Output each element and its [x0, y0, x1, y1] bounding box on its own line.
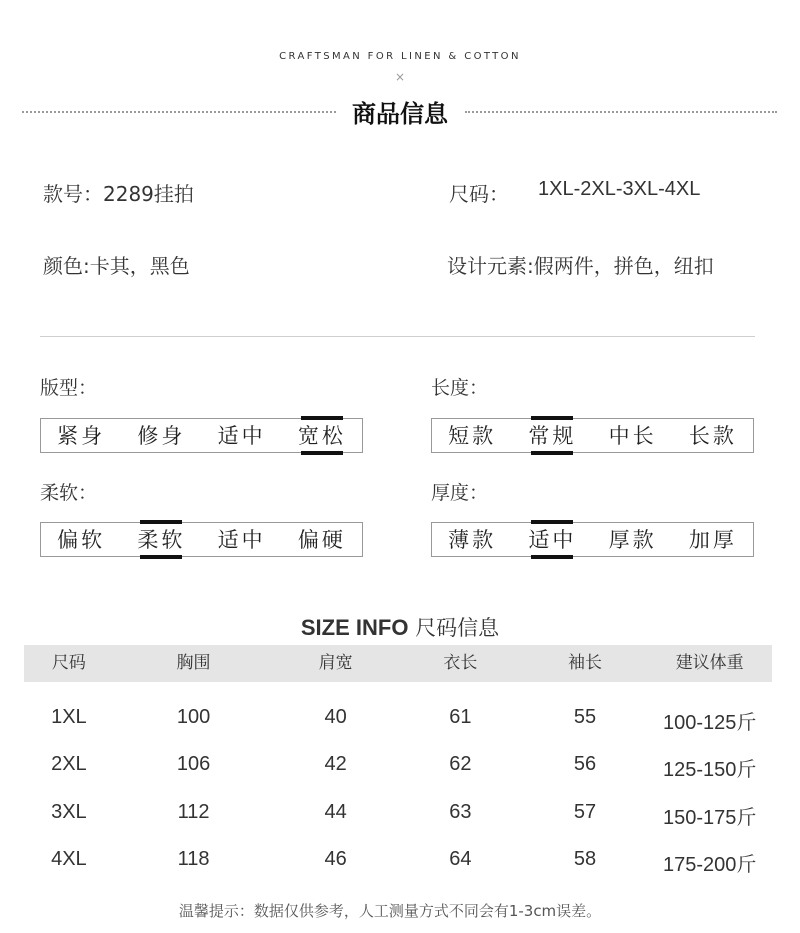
table-cell: 100-125斤: [662, 712, 757, 734]
table-cell: 46: [324, 848, 347, 870]
thickness-label: 厚度：: [431, 482, 489, 504]
table-cell: 150-175斤: [662, 807, 757, 829]
fit-label: 版型：: [40, 377, 98, 399]
fit-option: 适中: [217, 424, 266, 448]
table-cell: 118: [177, 848, 210, 870]
softness-option: 柔软: [121, 523, 201, 556]
length-option: 长款: [688, 424, 737, 448]
header-cell: 袖长: [568, 653, 603, 673]
thickness-option: 薄款: [448, 528, 497, 552]
table-cell: 112: [177, 801, 210, 823]
length-options: [431, 418, 754, 453]
fit-option: 紧身: [57, 424, 106, 448]
table-cell: 125-150斤: [662, 759, 757, 781]
table-cell: 61: [449, 706, 472, 728]
table-cell: 106: [176, 753, 211, 775]
size-info-title: [0, 612, 800, 642]
decorative-cross: ×: [394, 70, 406, 84]
softness-option: 适中: [217, 528, 266, 552]
table-cell: 44: [324, 801, 347, 823]
thickness-option: 适中: [512, 523, 592, 556]
table-row: [24, 801, 772, 830]
table-cell: 56: [573, 753, 597, 775]
table-cell: 57: [573, 801, 597, 823]
size-info-title-en: SIZE INFO: [300, 615, 409, 640]
fit-option: 修身: [137, 424, 186, 448]
size-range: 1XL-2XL-3XL-4XL: [538, 178, 701, 200]
length-option: 中长: [608, 424, 657, 448]
design-elements: 设计元素:假两件，拼色，纽扣: [447, 254, 714, 278]
thickness-option: 加厚: [688, 528, 737, 552]
header-cell: 胸围: [176, 653, 211, 673]
softness-label: 柔软：: [40, 482, 98, 504]
color-info: 颜色:卡其，黑色: [43, 254, 190, 278]
thickness-options: [431, 522, 754, 557]
header-cell: 肩宽: [318, 653, 353, 673]
thickness-option: 厚款: [608, 528, 657, 552]
header-cell: 尺码: [51, 653, 86, 673]
table-cell: 40: [324, 706, 347, 728]
table-row: [24, 753, 772, 782]
table-cell: 55: [573, 706, 597, 728]
brand-tagline: CRAFTSMAN FOR LINEN & COTTON: [279, 51, 521, 62]
length-option: 常规: [512, 419, 592, 452]
table-cell: 58: [573, 848, 597, 870]
size-label: 尺码：: [449, 182, 509, 206]
table-row: [24, 848, 772, 877]
fit-options: [40, 418, 363, 453]
softness-option: 偏硬: [297, 528, 346, 552]
length-label: 长度：: [431, 377, 489, 399]
table-cell: 63: [449, 801, 472, 823]
fit-option: 宽松: [282, 419, 362, 452]
table-cell: 2XL: [51, 753, 87, 775]
table-cell: 42: [324, 753, 347, 775]
size-table: [24, 645, 772, 876]
table-cell: 62: [449, 753, 472, 775]
measurement-note: 温馨提示：数据仅供参考，人工测量方式不同会有1-3cm误差。: [178, 902, 602, 920]
table-header: [24, 645, 772, 682]
header-cell: 建议体重: [675, 653, 744, 673]
header-cell: 衣长: [443, 653, 478, 673]
section-divider: [40, 336, 755, 337]
table-cell: 175-200斤: [662, 854, 757, 876]
table-cell: 64: [449, 848, 472, 870]
page-title: 商品信息: [352, 100, 448, 128]
table-cell: 4XL: [51, 848, 87, 870]
length-option: 短款: [448, 424, 497, 448]
style-number: 款号：2289挂拍: [43, 182, 194, 206]
table-cell: 3XL: [51, 801, 87, 823]
table-cell: 100: [176, 706, 211, 728]
softness-options: [40, 522, 363, 557]
table-cell: 1XL: [51, 706, 87, 728]
size-info-title-cn: 尺码信息: [415, 616, 500, 640]
table-row: [24, 706, 772, 735]
softness-option: 偏软: [57, 528, 106, 552]
